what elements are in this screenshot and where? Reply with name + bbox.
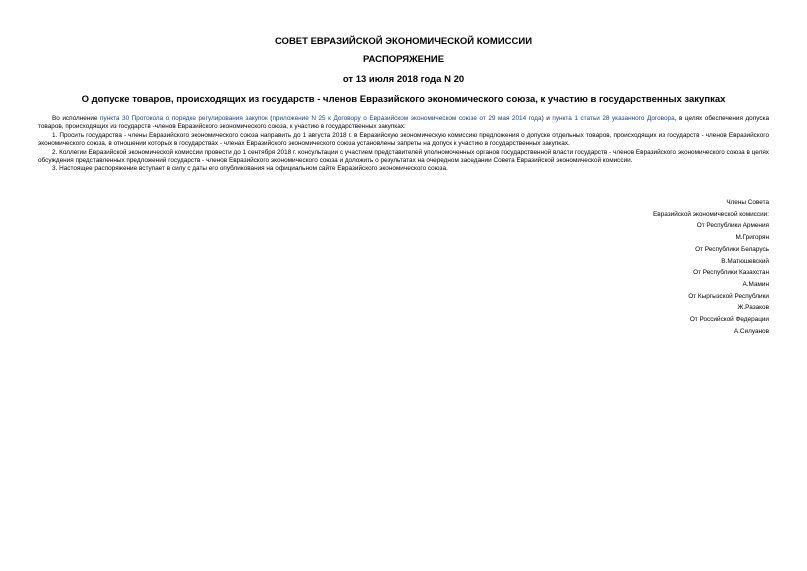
signature-line: От Республики Беларусь <box>695 245 769 253</box>
document-body <box>38 115 769 174</box>
org-title: СОВЕТ ЕВРАЗИЙСКОЙ ЭКОНОМИЧЕСКОЙ КОМИССИИ <box>274 36 533 47</box>
signature-line: Члены Совета <box>726 199 769 206</box>
signature-line: От Российской Федерации <box>689 316 769 324</box>
doc-type-title: РАСПОРЯЖЕНИЕ <box>362 54 445 65</box>
intro-text-3: ) и <box>541 115 553 122</box>
doc-subject: О допуске товаров, происходящих из государств - членов Евразийского экономического союза, к участию в государственных закупках <box>81 94 726 105</box>
link-treaty-annex-25[interactable]: приложение N 25 к Договору о Евразийском экономическом союзе от 29 мая 2014 года <box>272 115 542 122</box>
signature-line: Евразийской экономической комиссии: <box>653 210 769 218</box>
signature-line: Ж.Разаков <box>737 304 769 312</box>
signature-line: В.Матюшевский <box>721 257 769 265</box>
signature-block <box>469 197 769 337</box>
link-protocol-item-30[interactable]: пункта 30 Протокола о порядке регулирования закупок <box>100 115 268 122</box>
intro-text-4: , в целях обеспечения допуска товаров, происходящих из государств -членов Евразийского экономического союза, к участию в государственных закупках: <box>38 115 770 131</box>
link-treaty-article-28[interactable]: пункта 1 статьи 28 указанного Договора <box>552 115 675 122</box>
signature-line: М.Григорян <box>735 234 769 242</box>
signature-line: От Республики Казахстан <box>693 269 769 277</box>
paragraph-3: 3. Настоящее распоряжение вступает в силу с даты его опубликования на официальном сайте Евразийского экономического союза. <box>52 165 448 173</box>
doc-date-number: от 13 июля 2018 года N 20 <box>342 74 465 85</box>
intro-text-2: ( <box>267 115 273 122</box>
paragraph-2: 2. Коллегии Евразийской экономической комиссии провести до 1 сентября 2018 г. консультации с участием представителей уполномоченных органов государственной власти государств - членов Евразийского экономического союза в целях обсуждения представленных предложений государств - членов Евразийского экономического союза и доложить о результатах на очередном заседании Совета Евразийской экономической комиссии. <box>38 148 769 165</box>
paragraph-1: 1. Просить государства - члены Евразийского экономического союза направить до 1 августа 2018 г. в Евразийскую экономическую комиссию предложения о допуске отдельных товаров, происходящих из государств - членов Евразийского экономического союза, в отношении которых в государствах - членах Евразийского экономического союза установлены запреты на допуск к участию в государственных закупках. <box>38 131 769 148</box>
intro-paragraph <box>38 115 769 132</box>
signature-line: А.Силуанов <box>733 327 769 335</box>
signature-line: А.Мамин <box>742 280 769 288</box>
intro-text-1: Во исполнение <box>52 115 101 122</box>
signature-line: От Кыргызской Республики <box>688 292 769 300</box>
signature-line: От Республики Армения <box>696 222 769 230</box>
